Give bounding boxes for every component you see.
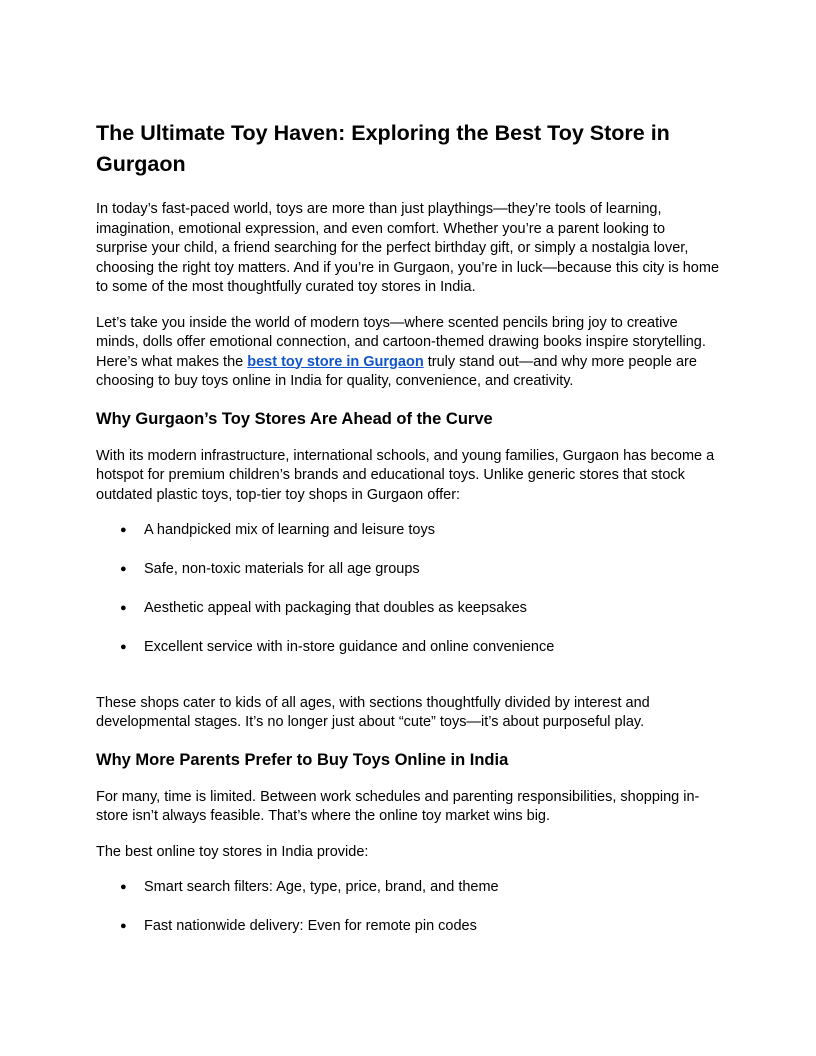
best-toy-store-link[interactable]: best toy store in Gurgaon xyxy=(247,353,424,370)
bullet-icon: ● xyxy=(120,641,127,653)
document-page xyxy=(96,118,720,956)
section-1-heading: Why Gurgaon’s Toy Stores Are Ahead of the Curve xyxy=(96,409,493,428)
bullet-icon: ● xyxy=(120,602,127,614)
list-item-text: Excellent service with in-store guidance and online convenience xyxy=(144,639,555,655)
list-item-text: Smart search filters: Age, type, price, brand, and theme xyxy=(144,879,499,895)
list-item xyxy=(96,638,720,658)
list-item xyxy=(96,560,720,580)
intro-paragraph-2 xyxy=(96,314,720,392)
section-2-paragraph-1: For many, time is limited. Between work schedules and parenting responsibilities, shopping in-store isn’t always feasible. That’s where the online toy market wins big. xyxy=(96,788,700,824)
list-item-text: Aesthetic appeal with packaging that doubles as keepsakes xyxy=(144,600,527,616)
intro-paragraph-2-text-before: Let’s take you inside the world of modern toys—where scented pencils bring joy to creative minds, dolls offer emotional connection, and cartoon-themed drawing books inspire storytelling. Here’s what makes the xyxy=(96,314,706,370)
section-1-paragraph-1: With its modern infrastructure, international schools, and young families, Gurgaon has become a hotspot for premium children’s brands and educational toys. Unlike generic stores that stock outdated plastic toys, top-tier toy shops in Gurgaon offer: xyxy=(96,447,715,503)
page-title: The Ultimate Toy Haven: Exploring the Best Toy Store in Gurgaon xyxy=(96,121,670,176)
section-2-heading: Why More Parents Prefer to Buy Toys Online in India xyxy=(96,750,509,769)
intro-paragraph-2-text-after: truly stand out—and why more people are choosing to buy toys online in India for quality, convenience, and creativity. xyxy=(96,353,697,389)
list-item xyxy=(96,917,720,937)
list-item xyxy=(96,599,720,619)
list-item xyxy=(96,878,720,898)
list-item xyxy=(96,521,720,541)
list-item-text: Safe, non-toxic materials for all age groups xyxy=(144,561,420,577)
bullet-icon: ● xyxy=(120,563,127,575)
list-item-text: Fast nationwide delivery: Even for remote pin codes xyxy=(144,918,477,934)
list-item-text: A handpicked mix of learning and leisure toys xyxy=(144,522,435,538)
bullet-icon: ● xyxy=(120,524,127,536)
bullet-icon: ● xyxy=(120,881,127,893)
section-2-bullet-list xyxy=(96,878,720,937)
intro-paragraph-1: In today’s fast-paced world, toys are more than just playthings—they’re tools of learning, imagination, emotional expression, and even comfort. Whether you’re a parent looking to surprise your child, a friend searching for the perfect birthday gift, or simply a nostalgia lover, choosing the right toy matters. And if you’re in Gurgaon, you’re in luck—because this city is home to some of the most thoughtfully curated toy stores in India. xyxy=(96,201,720,295)
bullet-icon: ● xyxy=(120,920,127,932)
section-1-bullet-list xyxy=(96,521,720,658)
section-1-paragraph-2: These shops cater to kids of all ages, with sections thoughtfully divided by interest and developmental stages. It’s no longer just about “cute” toys—it’s about purposeful play. xyxy=(96,694,650,730)
section-2-paragraph-2: The best online toy stores in India provide: xyxy=(96,843,369,860)
